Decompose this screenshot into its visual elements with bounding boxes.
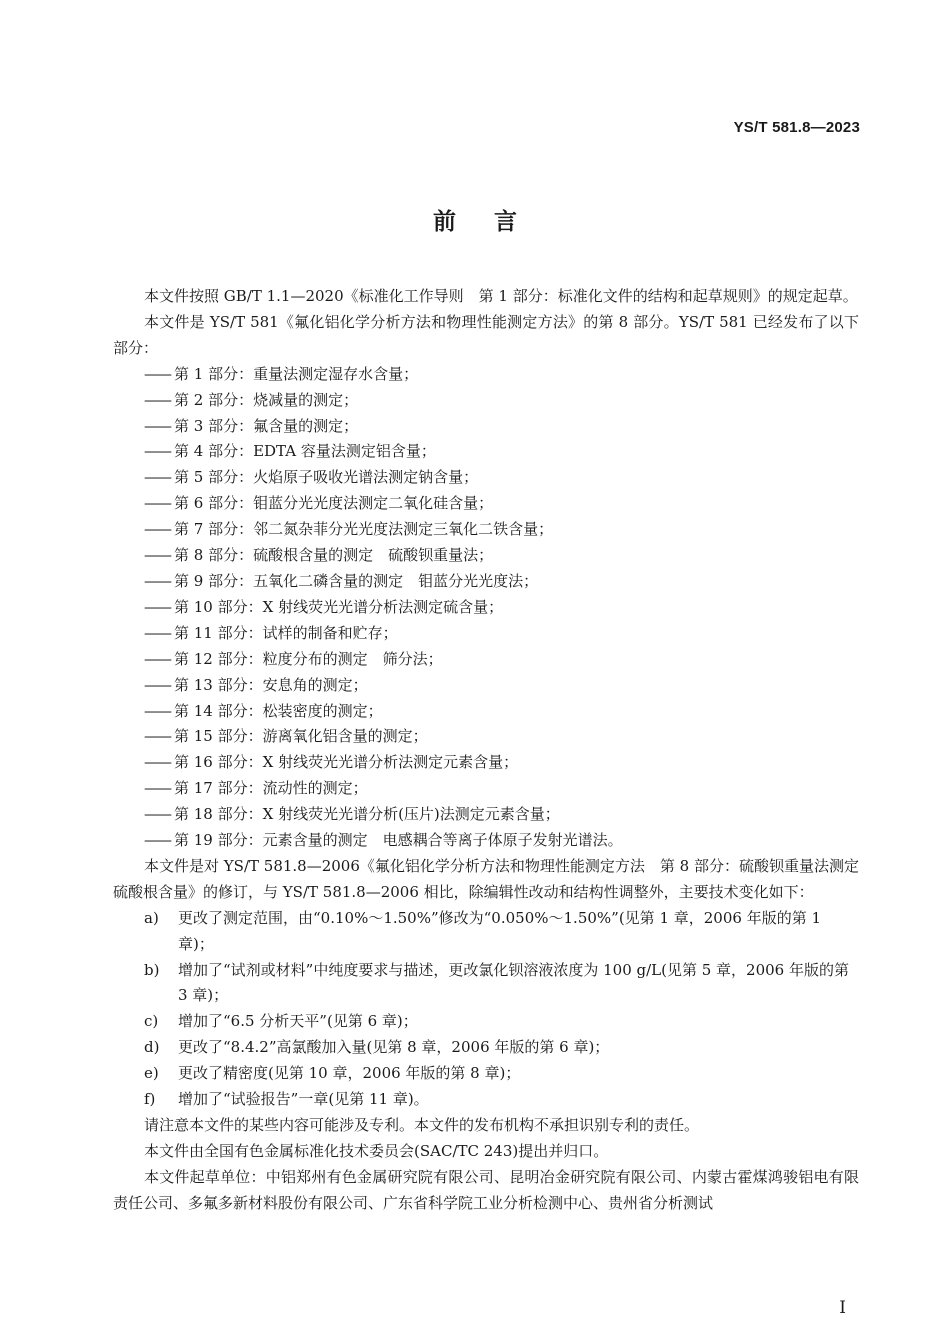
change-item-marker: c) <box>144 1012 159 1031</box>
parts-list-item-text: 第 14 部分：松装密度的测定； <box>174 701 383 720</box>
parts-list-item-text: 第 4 部分：EDTA 容量法测定铝含量； <box>174 442 436 461</box>
parts-list-item-text: 第 11 部分：试样的制备和贮存； <box>174 623 398 642</box>
list-dash: —— <box>144 805 170 824</box>
parts-list-item-text: 第 3 部分：氟含量的测定； <box>174 416 359 435</box>
change-item <box>113 958 859 1010</box>
change-item-marker: b) <box>144 960 160 979</box>
parts-list-item <box>113 439 859 465</box>
change-item-text: 更改了“8.4.2”高氯酸加入量(见第 8 章，2006 年版的第 6 章)； <box>178 1038 610 1057</box>
parts-list-item <box>113 621 859 647</box>
list-dash: —— <box>144 597 170 616</box>
parts-list-item <box>113 543 859 569</box>
parts-list-item <box>113 569 859 595</box>
parts-list-item <box>113 362 859 388</box>
intro-paragraph-2: 本文件是 YS/T 581《氟化铝化学分析方法和物理性能测定方法》的第 8 部分。YS/T 581 已经发布了以下部分： <box>113 312 859 357</box>
parts-list-item <box>113 724 859 750</box>
parts-list-item <box>113 750 859 776</box>
change-item-marker: e) <box>144 1064 159 1083</box>
parts-list-item <box>113 517 859 543</box>
change-item <box>113 1009 859 1035</box>
list-dash: —— <box>144 571 170 590</box>
list-dash: —— <box>144 623 170 642</box>
change-item-text: 增加了“6.5 分析天平”(见第 6 章)； <box>178 1012 418 1031</box>
change-item <box>113 1087 859 1113</box>
parts-list-item-text: 第 1 部分：重量法测定湿存水含量； <box>174 364 419 383</box>
change-item <box>113 1061 859 1087</box>
list-dash: —— <box>144 831 170 850</box>
parts-list-item <box>113 595 859 621</box>
list-dash: —— <box>144 727 170 746</box>
parts-list-item <box>113 388 859 414</box>
change-item-text: 更改了测定范围，由“0.10%～1.50%”修改为“0.050%～1.50%”(见第 1 章，2006 年版的第 1 章)； <box>178 908 822 953</box>
revision-intro-paragraph: 本文件是对 YS/T 581.8—2006《氟化铝化学分析方法和物理性能测定方法 第 8 部分：硫酸钡重量法测定硫酸根含量》的修订，与 YS/T 581.8—2006 相比，除编辑性改动和结构性调整外，主要技术变化如下： <box>113 856 859 901</box>
change-item <box>113 906 859 958</box>
drafting-units-paragraph: 本文件起草单位：中铝郑州有色金属研究院有限公司、昆明冶金研究院有限公司、内蒙古霍煤鸿骏铝电有限责任公司、多氟多新材料股份有限公司、广东省科学院工业分析检测中心、贵州省分析测试 <box>113 1167 859 1212</box>
parts-list-item-text: 第 18 部分：X 射线荧光光谱分析(压片)法测定元素含量； <box>174 805 560 824</box>
list-dash: —— <box>144 753 170 772</box>
list-dash: —— <box>144 701 170 720</box>
parts-list-item-text: 第 12 部分：粒度分布的测定 筛分法； <box>174 649 443 668</box>
parts-list-item-text: 第 19 部分：元素含量的测定 电感耦合等离子体原子发射光谱法。 <box>174 831 623 850</box>
page-title: 前言 <box>433 209 555 235</box>
parts-list-item-text: 第 8 部分：硫酸根含量的测定 硫酸钡重量法； <box>174 546 494 565</box>
list-dash: —— <box>144 649 170 668</box>
parts-list-item-text: 第 5 部分：火焰原子吸收光谱法测定钠含量； <box>174 468 479 487</box>
list-dash: —— <box>144 390 170 409</box>
parts-list-item <box>113 699 859 725</box>
list-dash: —— <box>144 442 170 461</box>
change-item-text: 增加了“试验报告”一章(见第 11 章)。 <box>178 1090 429 1109</box>
parts-list-item <box>113 414 859 440</box>
change-item-marker: d) <box>144 1038 160 1057</box>
parts-list-item-text: 第 15 部分：游离氧化铝含量的测定； <box>174 727 428 746</box>
list-dash: —— <box>144 520 170 539</box>
parts-list-item-text: 第 7 部分：邻二氮杂菲分光光度法测定三氧化二铁含量； <box>174 520 554 539</box>
parts-list-item-text: 第 17 部分：流动性的测定； <box>174 779 368 798</box>
page-number: I <box>839 1298 846 1318</box>
change-item-marker: f) <box>144 1090 156 1109</box>
parts-list-item <box>113 491 859 517</box>
parts-list <box>113 362 859 854</box>
change-item <box>113 1035 859 1061</box>
change-item-marker: a) <box>144 908 159 927</box>
parts-list-item-text: 第 2 部分：烧减量的测定； <box>174 390 359 409</box>
parts-list-item <box>113 828 859 854</box>
list-dash: —— <box>144 546 170 565</box>
patent-notice-paragraph: 请注意本文件的某些内容可能涉及专利。本文件的发布机构不承担识别专利的责任。 <box>144 1116 700 1134</box>
parts-list-item <box>113 802 859 828</box>
change-item-text: 更改了精密度(见第 10 章，2006 年版的第 8 章)； <box>178 1064 521 1083</box>
parts-list-item-text: 第 10 部分：X 射线荧光光谱分析法测定硫含量； <box>174 597 504 616</box>
parts-list-item-text: 第 16 部分：X 射线荧光光谱分析法测定元素含量； <box>174 753 519 772</box>
list-dash: —— <box>144 468 170 487</box>
parts-list-item-text: 第 9 部分：五氧化二磷含量的测定 钼蓝分光光度法； <box>174 571 539 590</box>
parts-list-item <box>113 647 859 673</box>
list-dash: —— <box>144 416 170 435</box>
parts-list-item <box>113 465 859 491</box>
list-dash: —— <box>144 364 170 383</box>
parts-list-item-text: 第 6 部分：钼蓝分光光度法测定二氧化硅含量； <box>174 494 494 513</box>
parts-list-item-text: 第 13 部分：安息角的测定； <box>174 675 368 694</box>
parts-list-item <box>113 776 859 802</box>
standard-code: YS/T 581.8—2023 <box>733 119 860 136</box>
parts-list-item <box>113 673 859 699</box>
document-body <box>113 284 859 1217</box>
changes-list <box>113 906 859 1113</box>
list-dash: —— <box>144 494 170 513</box>
list-dash: —— <box>144 779 170 798</box>
committee-paragraph: 本文件由全国有色金属标准化技术委员会(SAC/TC 243)提出并归口。 <box>144 1141 609 1160</box>
list-dash: —— <box>144 675 170 694</box>
intro-paragraph-1: 本文件按照 GB/T 1.1—2020《标准化工作导则 第 1 部分：标准化文件的结构和起草规则》的规定起草。 <box>144 287 858 305</box>
change-item-text: 增加了“试剂或材料”中纯度要求与描述，更改氯化钡溶液浓度为 100 g/L(见第 5 章，2006 年版的第 3 章)； <box>178 960 849 1005</box>
